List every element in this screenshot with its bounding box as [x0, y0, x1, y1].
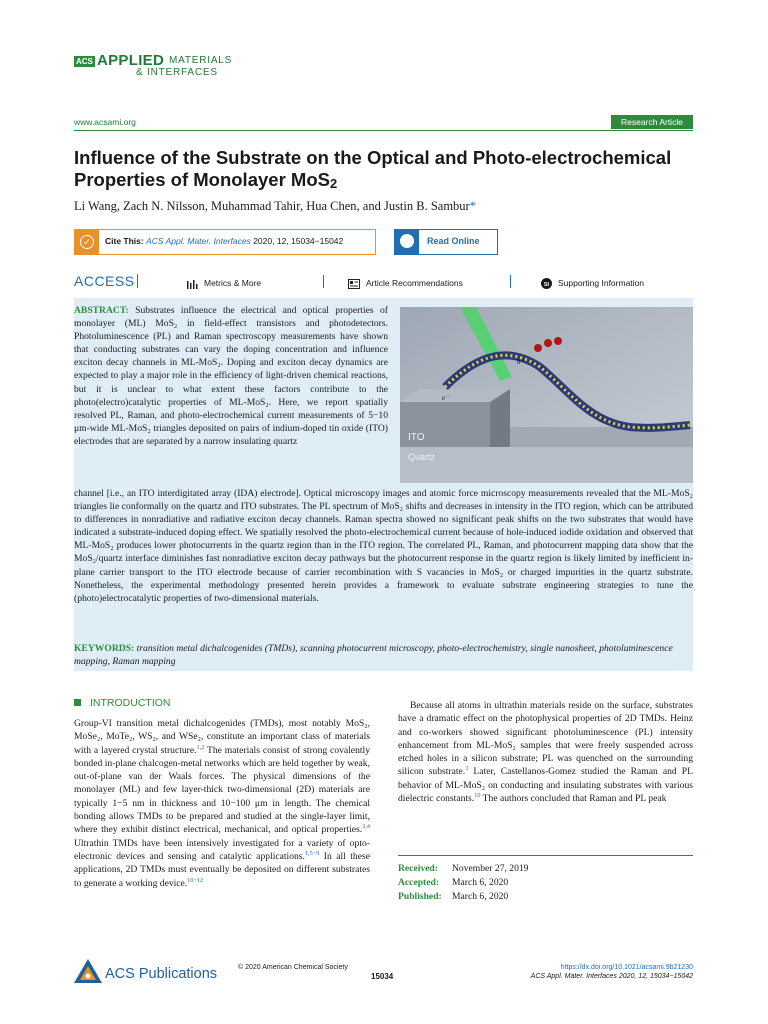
intro-p2-c: The authors concluded that Raman and PL peak: [480, 793, 667, 805]
intro-paragraph-2: [398, 699, 693, 805]
received-date: November 27, 2019: [452, 863, 529, 874]
accepted-date: March 6, 2020: [452, 877, 509, 889]
iodide-molecule-1: [534, 344, 542, 352]
journal-name-materials: MATERIALS: [169, 55, 233, 66]
cite-journal[interactable]: ACS Appl. Mater. Interfaces: [146, 236, 251, 246]
intro-paragraph-1: [74, 717, 370, 890]
document-icon: [348, 279, 360, 289]
access-divider: [137, 274, 138, 288]
iodide-molecule-3: [554, 337, 562, 345]
citation-reference: ACS Appl. Mater. Interfaces 2020, 12, 15034−15042: [530, 973, 693, 980]
ref-1[interactable]: 1,2: [196, 743, 205, 751]
ref-2[interactable]: 3,4: [362, 823, 370, 831]
toc-ito-label: ITO: [408, 432, 425, 443]
dates-rule: [398, 855, 693, 856]
published-date: March 6, 2020: [452, 891, 509, 903]
intro-p1-c: Ultrathin TMDs have been intensively investigated for a variety of opto-electronic devices and sensing and catalytic applications.: [74, 837, 370, 862]
ref-3[interactable]: 1,5−9: [304, 849, 320, 857]
keywords-label: KEYWORDS:: [74, 643, 135, 654]
abstract-wide: channel [i.e., an ITO interdigitated array (IDA) electrode]. Optical microscopy images and atomic force microscopy measurements revealed that the ML-MoS₂ triangles lie conformally on the quartz and ITO substrates. The PL spectrum of MoS₂ shifts and decreases in intensity in the ITO region, which can be attributed to differences in nonradiative and radiative exciton decay channels. Raman spectra showed no significant peak shifts on the two substrates that would have indicated a substrate-induced doping effect. We spatially resolved the photo-electrochemical current because of hole-induced iodide oxidation and observed that ML-MoS₂ produces lower photocurrents in the quartz region than in the ITO region. The correlated PL, Raman, and photocurrent mapping data show that the MoS₂/quartz interface diminishes fast nonradiative exciton decay pathways but the photocurrent response in the quartz region is likely limited by inefficient in-plane carrier transport to the ITO electrode because of carrier recombination with S vacancies in MoS₂ or charged impurities in the quartz substrate. Nonetheless, the experimental methodology presented herein provides a framework to evaluate substrate engineering strategies to tune the (photo)electrocatalytic properties of two-dimensional materials.: [74, 488, 693, 604]
intro-p2-a: Because all atoms in ultrathin materials reside on the surface, substrates have a dramatic effect on the photophysical properties of 2D TMDs. Heinz and co-workers showed significant photoluminescence (PL) intensity enhancement from ML-MoS₂ samples that were freely suspended across etched holes in a silicon substrate; PL was quenched on the surrounding silicon substrate.: [398, 700, 693, 778]
toc-hole-label: h⁺: [517, 358, 525, 366]
intro-p1-b: The materials consist of strong covalently bonded in-plane chalcogen-metal networks which are held together by weak, out-of-plane van der Waals forces. The physical dimensions of the monolayer (ML) and few layer-thick two-dimensional (2D) materials are typically 1−5 nm in thickness and 10−100 μm in length. The chemical bonding allows TMDs to be prepared and studied at the single-layer limit, where they exhibit distinct electrical, mechanical, and optical properties.: [74, 744, 370, 836]
ref-5[interactable]: 3: [465, 765, 469, 773]
article-dates: [398, 862, 528, 905]
supporting-info-label: Supporting Information: [558, 278, 644, 288]
cite-icon: [75, 230, 99, 254]
intro-heading-text: INTRODUCTION: [90, 697, 171, 709]
recommendations-label: Article Recommendations: [366, 278, 463, 288]
section-bullet-icon: [74, 699, 81, 706]
globe-icon: [400, 234, 414, 248]
abstract-text-narrow: Substrates influence the electrical and optical properties of monolayer (ML) MoS₂ in field-effect transistors and photodetectors. Photoluminescence (PL) and Raman spectroscopy measurements have shown that conducting substrates can vary the doping concentration and influence exciton decay channels in ML-MoS₂. Doping and exciton decay dynamics are expected to play a major role in the efficiency of light-driven chemical reactions, but it is unclear to what extent these factors contribute to the photo(electro)catalytic properties of ML-MoS₂. Here, we report spatially resolved PL, Raman, and photo-electrochemical current measurements of 5−10 μm-wide ML-MoS₂ triangles deposited on pairs of indium-doped tin oxide (ITO) electrodes that are separated by a narrow insulating quartz: [74, 305, 388, 447]
title-line-2: Properties of Monolayer MoS: [74, 169, 330, 190]
keywords: [74, 642, 693, 668]
accepted-label: Accepted:: [398, 877, 440, 889]
journal-name-applied: APPLIED: [97, 52, 165, 69]
journal-url[interactable]: www.acsami.org: [74, 117, 136, 127]
bar-chart-icon: [187, 279, 198, 289]
keywords-text: transition metal dichalcogenides (TMDs), scanning photocurrent microscopy, photo-electrochemistry, single nanosheet, photoluminescence mapping, Raman mapping: [74, 643, 673, 668]
ref-4[interactable]: 10−12: [187, 876, 204, 884]
copyright: © 2020 American Chemical Society: [238, 964, 348, 971]
access-separator-2: [510, 275, 511, 288]
published-label: Published:: [398, 891, 442, 903]
supporting-info-link[interactable]: [541, 278, 644, 289]
page-number: 15034: [371, 972, 394, 981]
read-online-button[interactable]: [394, 229, 498, 255]
quartz-slab: [400, 447, 693, 483]
intro-p1-d: In all these applications, 2D TMDs must eventually be deposited on different substrates to generate a working device.: [74, 850, 370, 889]
cite-label: Cite This:: [105, 236, 144, 246]
journal-logo: [74, 52, 284, 80]
title-line-1: Influence of the Substrate on the Optical and Photo-electrochemical: [74, 147, 672, 168]
column-right: [398, 699, 693, 805]
metrics-label: Metrics & More: [204, 278, 262, 288]
si-badge-text: SI: [543, 282, 550, 289]
abstract-narrow: [74, 304, 388, 448]
ref-6[interactable]: 10: [474, 792, 481, 800]
acs-publications-text: ACS Publications: [105, 966, 218, 982]
received-row: [398, 862, 528, 876]
toc-graphic: [400, 307, 693, 483]
doi-link[interactable]: https://dx.doi.org/10.1021/acsami.9b21230: [560, 964, 693, 971]
corresponding-author-star[interactable]: *: [469, 199, 476, 213]
abstract-label: ABSTRACT:: [74, 305, 129, 316]
article-title: [74, 147, 714, 191]
checkmark-icon: ✓: [80, 235, 94, 249]
access-separator-1: [323, 275, 324, 288]
acs-publications-logo-icon: [74, 959, 102, 985]
authors-text: Li Wang, Zach N. Nilsson, Muhammad Tahir, Hua Chen, and Justin B. Sambur: [74, 199, 470, 213]
intro-heading: [74, 697, 370, 709]
acs-logo-box: ACS: [76, 57, 93, 66]
intro-p2-b: Later, Castellanos-Gomez studied the Raman and PL behavior of ML-MoS₂ on conducting and insulating substrates with various dielectric constants.: [398, 766, 694, 805]
iodide-molecule-2: [544, 339, 552, 347]
toc-electron-label: e⁻: [442, 394, 449, 402]
column-left: [74, 697, 370, 890]
metrics-link[interactable]: [187, 278, 261, 289]
title-subscript: 2: [329, 176, 338, 191]
cite-this-box[interactable]: [74, 229, 376, 255]
journal-name-interfaces: & INTERFACES: [136, 67, 218, 78]
recommendations-link[interactable]: [348, 278, 463, 289]
read-online-label: Read Online: [427, 236, 480, 246]
supporting-info-icon: [541, 278, 552, 289]
author-list: [74, 199, 476, 214]
article-type-badge: Research Article: [611, 115, 693, 129]
accepted-row: [398, 876, 528, 890]
published-row: [398, 890, 528, 904]
header-rule: [74, 130, 693, 131]
toc-quartz-label: Quartz: [408, 452, 436, 462]
intro-p1-a: Group-VI transition metal dichalcogenides (TMDs), most notably MoS₂, MoSe₂, MoTe₂, WS₂, and WSe₂, constitute an important class of materials with a layered crystal structure.: [74, 718, 370, 756]
access-label: ACCESS: [74, 273, 135, 289]
cite-text: [105, 236, 343, 246]
cite-details: 2020, 12, 15034−15042: [253, 236, 344, 246]
read-online-icon: [395, 230, 419, 254]
received-label: Received:: [398, 863, 438, 874]
